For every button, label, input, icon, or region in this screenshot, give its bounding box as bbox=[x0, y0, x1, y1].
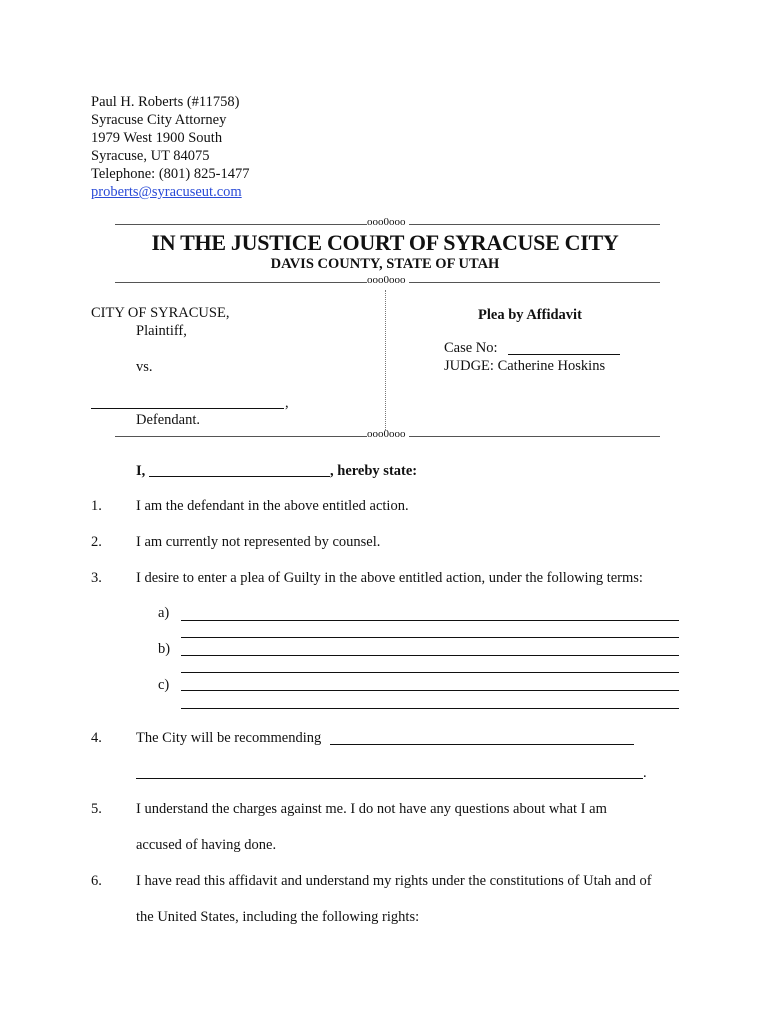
attorney-email-link[interactable]: proberts@syracuseut.com bbox=[91, 184, 242, 200]
caption-divider bbox=[385, 290, 386, 430]
item-number: 6. bbox=[91, 873, 102, 889]
item-text: I am the defendant in the above entitled action. bbox=[136, 498, 409, 514]
statement-suffix: , hereby state: bbox=[330, 463, 418, 479]
term-label-a: a) bbox=[158, 605, 170, 621]
separator-mark: ooo0ooo bbox=[367, 428, 406, 440]
item-number: 1. bbox=[91, 498, 102, 514]
item-text: The City will be recommending bbox=[136, 730, 322, 746]
item-text-continued: accused of having done. bbox=[136, 837, 277, 853]
recommendation-field-1[interactable] bbox=[330, 744, 634, 745]
term-c-field-2[interactable] bbox=[181, 708, 679, 709]
separator-mark: ooo0ooo bbox=[367, 216, 406, 228]
term-c-field-1[interactable] bbox=[181, 690, 679, 691]
term-label-c: c) bbox=[158, 677, 170, 693]
term-label-b: b) bbox=[158, 641, 171, 657]
item-text-continued: the United States, including the following rights: bbox=[136, 909, 420, 925]
item-number: 4. bbox=[91, 730, 102, 746]
separator-line-left bbox=[115, 224, 367, 225]
court-subtitle: DAVIS COUNTY, STATE OF UTAH bbox=[270, 256, 500, 272]
attorney-address-line2: Syracuse, UT 84075 bbox=[91, 148, 210, 164]
court-title: IN THE JUSTICE COURT OF SYRACUSE CITY bbox=[151, 230, 619, 255]
separator-line-right bbox=[409, 224, 660, 225]
separator-line-right bbox=[409, 282, 660, 283]
term-b-field-2[interactable] bbox=[181, 672, 679, 673]
separator-line-right bbox=[409, 436, 660, 437]
separator-mark: ooo0ooo bbox=[367, 274, 406, 286]
attorney-telephone: Telephone: (801) 825-1477 bbox=[91, 166, 250, 182]
attorney-address-line1: 1979 West 1900 South bbox=[91, 130, 223, 146]
item-text: I have read this affidavit and understand my rights under the constitutions of Utah and of bbox=[136, 873, 652, 889]
plaintiff-name: CITY OF SYRACUSE, bbox=[91, 305, 230, 321]
item-number: 3. bbox=[91, 570, 102, 586]
item-text: I desire to enter a plea of Guilty in the above entitled action, under the following terms: bbox=[136, 570, 643, 586]
judge-label: JUDGE: Catherine Hoskins bbox=[444, 358, 606, 374]
term-a-field-1[interactable] bbox=[181, 620, 679, 621]
defendant-label: Defendant. bbox=[136, 412, 201, 428]
separator-line-left bbox=[115, 436, 367, 437]
statement-name-field[interactable] bbox=[149, 476, 330, 477]
item-text: I am currently not represented by counsel. bbox=[136, 534, 381, 550]
term-b-field-1[interactable] bbox=[181, 655, 679, 656]
statement-prefix: I, bbox=[136, 463, 146, 479]
item-number: 2. bbox=[91, 534, 102, 550]
item-number: 5. bbox=[91, 801, 102, 817]
term-a-field-2[interactable] bbox=[181, 637, 679, 638]
document-title: Plea by Affidavit bbox=[478, 307, 582, 323]
case-no-field[interactable] bbox=[508, 354, 620, 355]
defendant-name-field[interactable] bbox=[91, 408, 284, 409]
recommendation-period: . bbox=[643, 765, 647, 781]
attorney-title: Syracuse City Attorney bbox=[91, 112, 227, 128]
item-text: I understand the charges against me. I do not have any questions about what I am bbox=[136, 801, 607, 817]
case-no-label: Case No: bbox=[444, 340, 498, 356]
separator-line-left bbox=[115, 282, 367, 283]
versus-label: vs. bbox=[136, 359, 153, 375]
defendant-comma: , bbox=[285, 395, 289, 411]
recommendation-field-2[interactable] bbox=[136, 778, 643, 779]
attorney-name: Paul H. Roberts (#11758) bbox=[91, 94, 240, 110]
plaintiff-label: Plaintiff, bbox=[136, 323, 187, 339]
